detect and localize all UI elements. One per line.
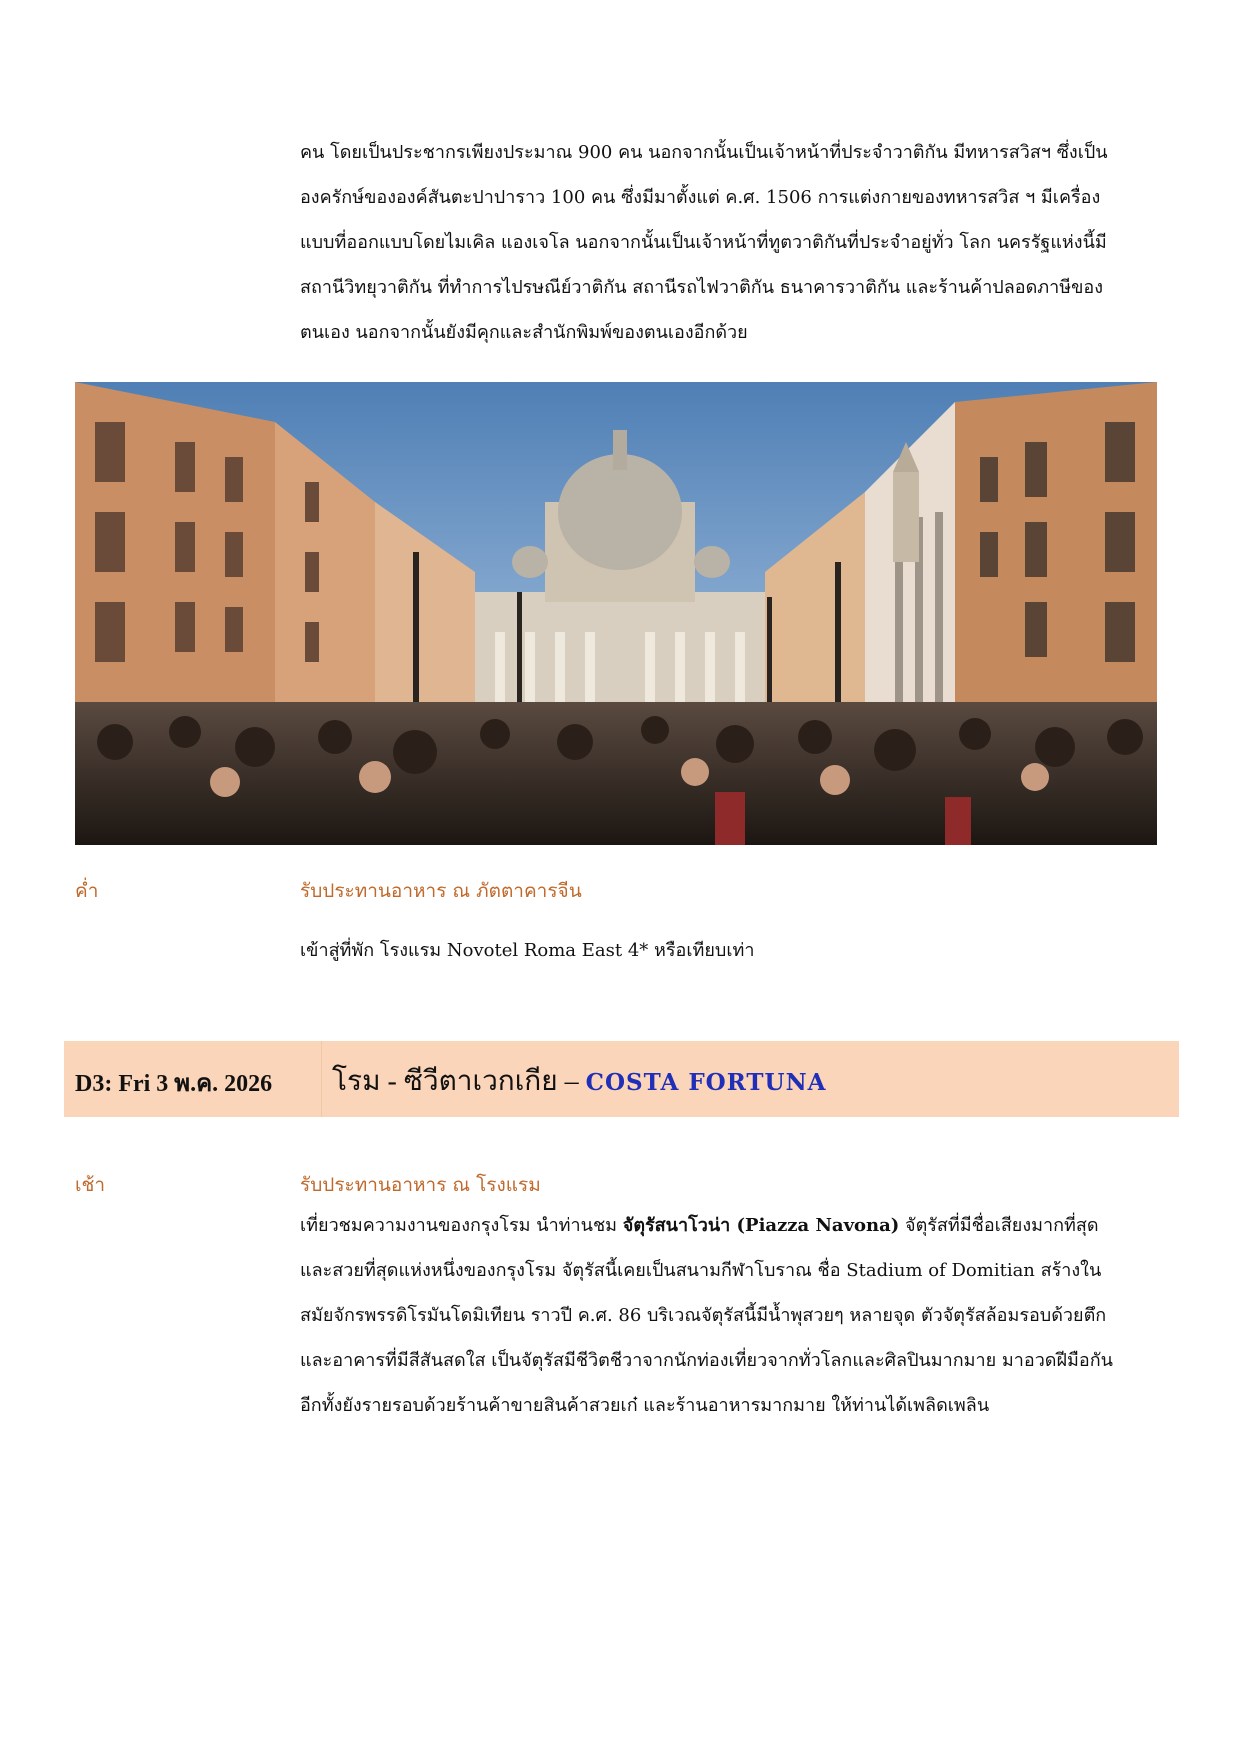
morning-text-1: เที่ยวชมความงานของกรุงโรม นำท่านชม xyxy=(300,1215,623,1236)
dinner-label: ค่ำ xyxy=(75,880,99,902)
morning-text-2: จัตุรัสที่มีชื่อเสียงมากที่สุดและสวยที่สุดแห่งหนึ่งของกรุงโรม จัตุรัสนี้เคยเป็นสนามกีฬาโบราณ ชื่อ Stadium of Domitian สร้างในสมัยจักรพรรดิโรมันโดมิเทียน ราวปี ค.ศ. 86 บริเวณจัตุรัสนี้มีน้ำพุสวยๆ หลายจุด ตัวจัตุรัสล้อมรอบด้วยตึกและอาคารที่มีสีสันสดใส เป็นจัตุรัสมีชีวิตชีวาจากนักท่องเที่ยวจากทั่วโลกและศิลปินมากมาย มาอวดฝีมือกัน อีกทั้งยังรายรอบด้วยร้านค้าขายสินค้าสวยเก๋ และร้านอาหารมากมาย ให้ท่านได้เพลิดเพลิน xyxy=(300,1215,1113,1416)
ship-name: COSTA FORTUNA xyxy=(585,1069,827,1096)
day-title xyxy=(332,1059,826,1103)
hotel-line: เข้าสู่ที่พัก โรงแรม Novotel Roma East 4* หรือเทียบเท่า xyxy=(300,940,755,961)
morning-paragraph xyxy=(300,1203,1120,1428)
morning-meal: รับประทานอาหาร ณ โรงแรม xyxy=(300,1174,541,1196)
day-3-header xyxy=(64,1041,1179,1117)
header-divider xyxy=(321,1041,322,1117)
intro-paragraph: คน โดยเป็นประชากรเพียงประมาณ 900 คน นอกจากนั้นเป็นเจ้าหน้าที่ประจำวาติกัน มีทหารสวิสฯ ซึ่งเป็นองครักษ์ขององค์สันตะปาปาราว 100 คน ซึ่งมีมาตั้งแต่ ค.ศ. 1506 การแต่งกายของทหารสวิส ฯ มีเครื่องแบบที่ออกแบบโดยไมเคิล แองเจโล นอกจากนั้นเป็นเจ้าหน้าที่ทูตวาติกันที่ประจำอยู่ทั่ว โลก นครรัฐแห่งนี้มีสถานีวิทยุวาติกัน ที่ทำการไปรษณีย์วาติกัน สถานีรถไฟวาติกัน ธนาคารวาติกัน และร้านค้าปลอดภาษีของตนเอง นอกจากนั้นยังมีคุกและสำนักพิมพ์ของตนเองอีกด้วย xyxy=(300,142,1108,343)
day-code: D3: Fri 3 พ.ค. 2026 xyxy=(75,1071,273,1097)
piazza-navona-highlight: จัตุรัสนาโวน่า (Piazza Navona) xyxy=(622,1215,900,1236)
day-route: โรม - ซีวีตาเวกเกีย – xyxy=(332,1066,586,1097)
st-peters-basilica-photo xyxy=(75,382,1157,845)
morning-label: เช้า xyxy=(75,1174,106,1196)
dinner-meal: รับประทานอาหาร ณ ภัตตาคารจีน xyxy=(300,880,582,902)
